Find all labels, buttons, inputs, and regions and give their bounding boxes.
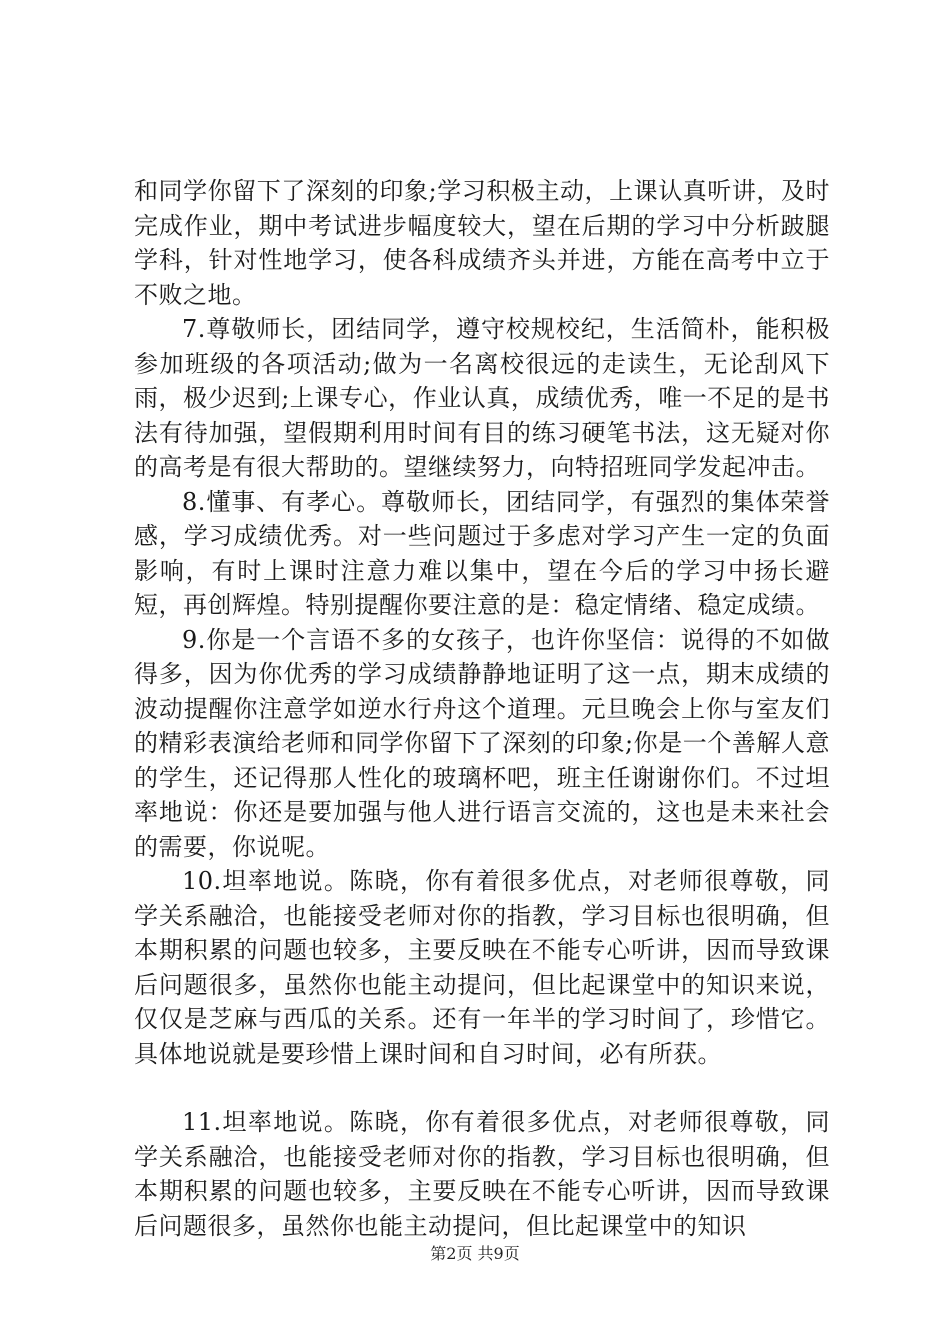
paragraph-item-10: 10.坦率地说。陈晓，你有着很多优点，对老师很尊敬，同学关系融洽，也能接受老师对你的指教，学习目标也很明确，但本期积累的问题也较多，主要反映在不能专心听讲，因而导致课后问题很多，虽然你也能主动提问，但比起课堂中的知识来说，仅仅是芝麻与西瓜的关系。还有一年半的学习时间了，珍惜它。具体地说就是要珍惜上课时间和自习时间，必有所获。 — [134, 867, 830, 1068]
paragraph-item-8: 8.懂事、有孝心。尊敬师长，团结同学，有强烈的集体荣誉感，学习成绩优秀。对一些问题过于多虑对学习产生一定的负面影响，有时上课时注意力难以集中，望在今后的学习中扬长避短，再创辉煌。特别提醒你要注意的是：稳定情绪、稳定成绩。 — [134, 487, 830, 619]
paragraph-item-7: 7.尊敬师长，团结同学，遵守校规校纪，生活简朴，能积极参加班级的各项活动;做为一名离校很远的走读生，无论刮风下雨，极少迟到;上课专心，作业认真，成绩优秀，唯一不足的是书法有待加强，望假期利用时间有目的练习硬笔书法，这无疑对你的高考是有很大帮助的。望继续努力，向特招班同学发起冲击。 — [134, 315, 830, 481]
document-body — [134, 174, 830, 1243]
paragraph-continuation: 和同学你留下了深刻的印象;学习积极主动，上课认真听讲，及时完成作业，期中考试进步幅度较大，望在后期的学习中分析跛腿学科，针对性地学习，使各科成绩齐头并进，方能在高考中立于不败之地。 — [134, 177, 830, 309]
paragraph-item-11: 11.坦率地说。陈晓，你有着很多优点，对老师很尊敬，同学关系融洽，也能接受老师对你的指教，学习目标也很明确，但本期积累的问题也较多，主要反映在不能专心听讲，因而导致课后问题很多，虽然你也能主动提问，但比起课堂中的知识 — [134, 1108, 830, 1240]
page-number-footer: 第2页 共9页 — [430, 1244, 520, 1263]
paragraph-item-9: 9.你是一个言语不多的女孩子，也许你坚信：说得的不如做得多，因为你优秀的学习成绩静静地证明了这一点，期末成绩的波动提醒你注意学如逆水行舟这个道理。元旦晚会上你与室友们的精彩表演给老师和同学你留下了深刻的印象;你是一个善解人意的学生，还记得那人性化的玻璃杯吧，班主任谢谢你们。不过坦率地说：你还是要加强与他人进行语言交流的，这也是未来社会的需要，你说呢。 — [134, 625, 830, 861]
